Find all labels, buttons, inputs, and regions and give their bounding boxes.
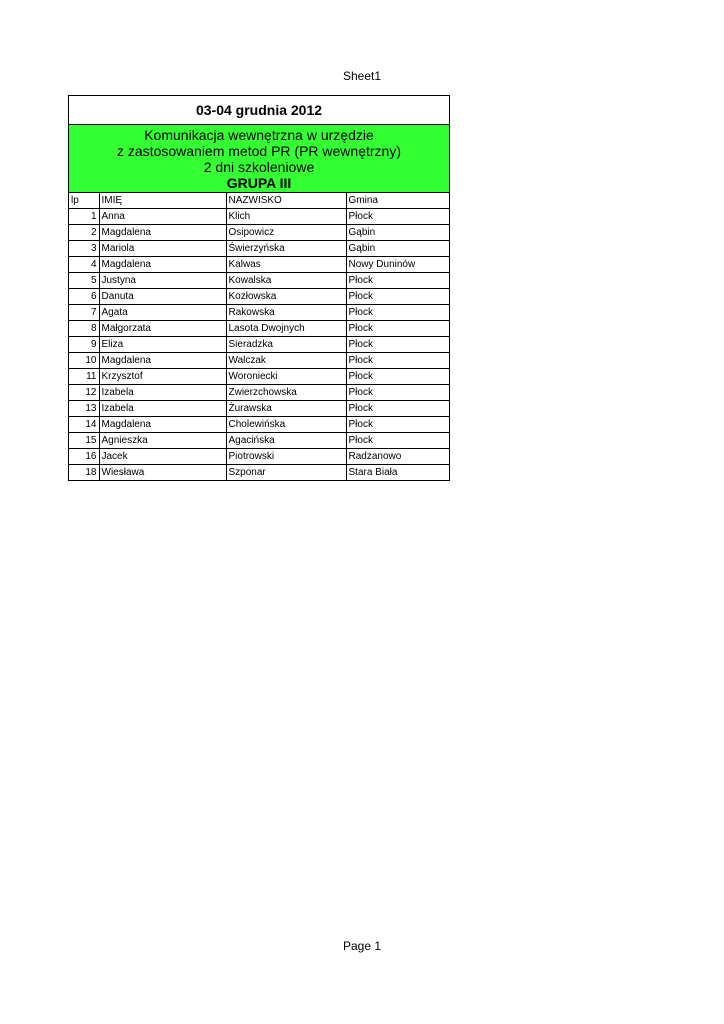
column-header-lp: lp (69, 193, 99, 209)
cell-nazwisko: Klich (226, 209, 346, 225)
cell-nazwisko: Kozłowska (226, 289, 346, 305)
cell-lp: 13 (69, 401, 99, 417)
cell-gmina: Płock (346, 401, 449, 417)
cell-lp: 5 (69, 273, 99, 289)
cell-lp: 10 (69, 353, 99, 369)
cell-lp: 16 (69, 449, 99, 465)
page-number: Page 1 (342, 939, 382, 953)
cell-imie: Wiesława (99, 465, 226, 481)
cell-gmina: Płock (346, 417, 449, 433)
cell-imie: Magdalena (99, 225, 226, 241)
cell-lp: 15 (69, 433, 99, 449)
table-header-row (69, 193, 449, 209)
cell-nazwisko: Osipowicz (226, 225, 346, 241)
cell-gmina: Płock (346, 273, 449, 289)
cell-imie: Magdalena (99, 417, 226, 433)
cell-nazwisko: Cholewińska (226, 417, 346, 433)
cell-gmina: Radzanowo (346, 449, 449, 465)
cell-imie: Agata (99, 305, 226, 321)
cell-nazwisko: Świerzyńska (226, 241, 346, 257)
cell-imie: Magdalena (99, 257, 226, 273)
cell-lp: 1 (69, 209, 99, 225)
cell-lp: 7 (69, 305, 99, 321)
cell-imie: Danuta (99, 289, 226, 305)
course-title-line-1: Komunikacja wewnętrzna w urzędzie (144, 126, 374, 143)
cell-lp: 6 (69, 289, 99, 305)
cell-gmina: Płock (346, 369, 449, 385)
cell-nazwisko: Woroniecki (226, 369, 346, 385)
cell-lp: 11 (69, 369, 99, 385)
table-row (69, 353, 449, 369)
cell-nazwisko: Kowalska (226, 273, 346, 289)
cell-imie: Izabela (99, 385, 226, 401)
cell-nazwisko: Walczak (226, 353, 346, 369)
cell-gmina: Płock (346, 209, 449, 225)
cell-nazwisko: Żurawska (226, 401, 346, 417)
cell-nazwisko: Agacińska (226, 433, 346, 449)
cell-imie: Anna (99, 209, 226, 225)
table-row (69, 289, 449, 305)
table-row (69, 385, 449, 401)
spreadsheet (68, 95, 450, 481)
column-header-gmina: Gmina (346, 193, 449, 209)
table-row (69, 241, 449, 257)
cell-lp: 12 (69, 385, 99, 401)
cell-imie: Justyna (99, 273, 226, 289)
table-row (69, 257, 449, 273)
group-label: GRUPA III (226, 174, 292, 191)
cell-nazwisko: Kalwas (226, 257, 346, 273)
participants-table (69, 193, 449, 481)
cell-lp: 18 (69, 465, 99, 481)
cell-gmina: Płock (346, 353, 449, 369)
cell-imie: Mariola (99, 241, 226, 257)
cell-lp: 14 (69, 417, 99, 433)
cell-gmina: Płock (346, 321, 449, 337)
table-row (69, 305, 449, 321)
cell-gmina: Płock (346, 385, 449, 401)
table-row (69, 401, 449, 417)
cell-imie: Agnieszka (99, 433, 226, 449)
course-title-line-3: 2 dni szkoleniowe (203, 158, 315, 175)
cell-gmina: Płock (346, 337, 449, 353)
cell-lp: 4 (69, 257, 99, 273)
cell-nazwisko: Sieradzka (226, 337, 346, 353)
course-title-block (69, 125, 449, 193)
cell-gmina: Gąbin (346, 241, 449, 257)
table-row (69, 337, 449, 353)
table-row (69, 465, 449, 481)
column-header-nazwisko: NAZWISKO (226, 193, 346, 209)
cell-gmina: Płock (346, 305, 449, 321)
cell-nazwisko: Zwierzchowska (226, 385, 346, 401)
table-row (69, 449, 449, 465)
cell-imie: Eliza (99, 337, 226, 353)
date-heading: 03-04 grudnia 2012 (69, 96, 449, 125)
table-row (69, 209, 449, 225)
cell-lp: 8 (69, 321, 99, 337)
cell-nazwisko: Lasota Dwojnych (226, 321, 346, 337)
cell-nazwisko: Piotrowski (226, 449, 346, 465)
table-row (69, 225, 449, 241)
column-header-imie: IMIĘ (99, 193, 226, 209)
cell-imie: Małgorzata (99, 321, 226, 337)
table-row (69, 273, 449, 289)
table-row (69, 433, 449, 449)
cell-gmina: Płock (346, 289, 449, 305)
cell-imie: Magdalena (99, 353, 226, 369)
cell-nazwisko: Rakowska (226, 305, 346, 321)
cell-lp: 9 (69, 337, 99, 353)
cell-gmina: Stara Biała (346, 465, 449, 481)
table-row (69, 321, 449, 337)
cell-lp: 3 (69, 241, 99, 257)
cell-imie: Izabela (99, 401, 226, 417)
cell-imie: Jacek (99, 449, 226, 465)
sheet-name: Sheet1 (342, 69, 382, 83)
table-row (69, 417, 449, 433)
cell-gmina: Gąbin (346, 225, 449, 241)
cell-lp: 2 (69, 225, 99, 241)
cell-imie: Krzysztof (99, 369, 226, 385)
cell-nazwisko: Szponar (226, 465, 346, 481)
course-title-line-2: z zastosowaniem metod PR (PR wewnętrzny) (117, 142, 401, 159)
table-row (69, 369, 449, 385)
cell-gmina: Płock (346, 433, 449, 449)
cell-gmina: Nowy Duninów (346, 257, 449, 273)
